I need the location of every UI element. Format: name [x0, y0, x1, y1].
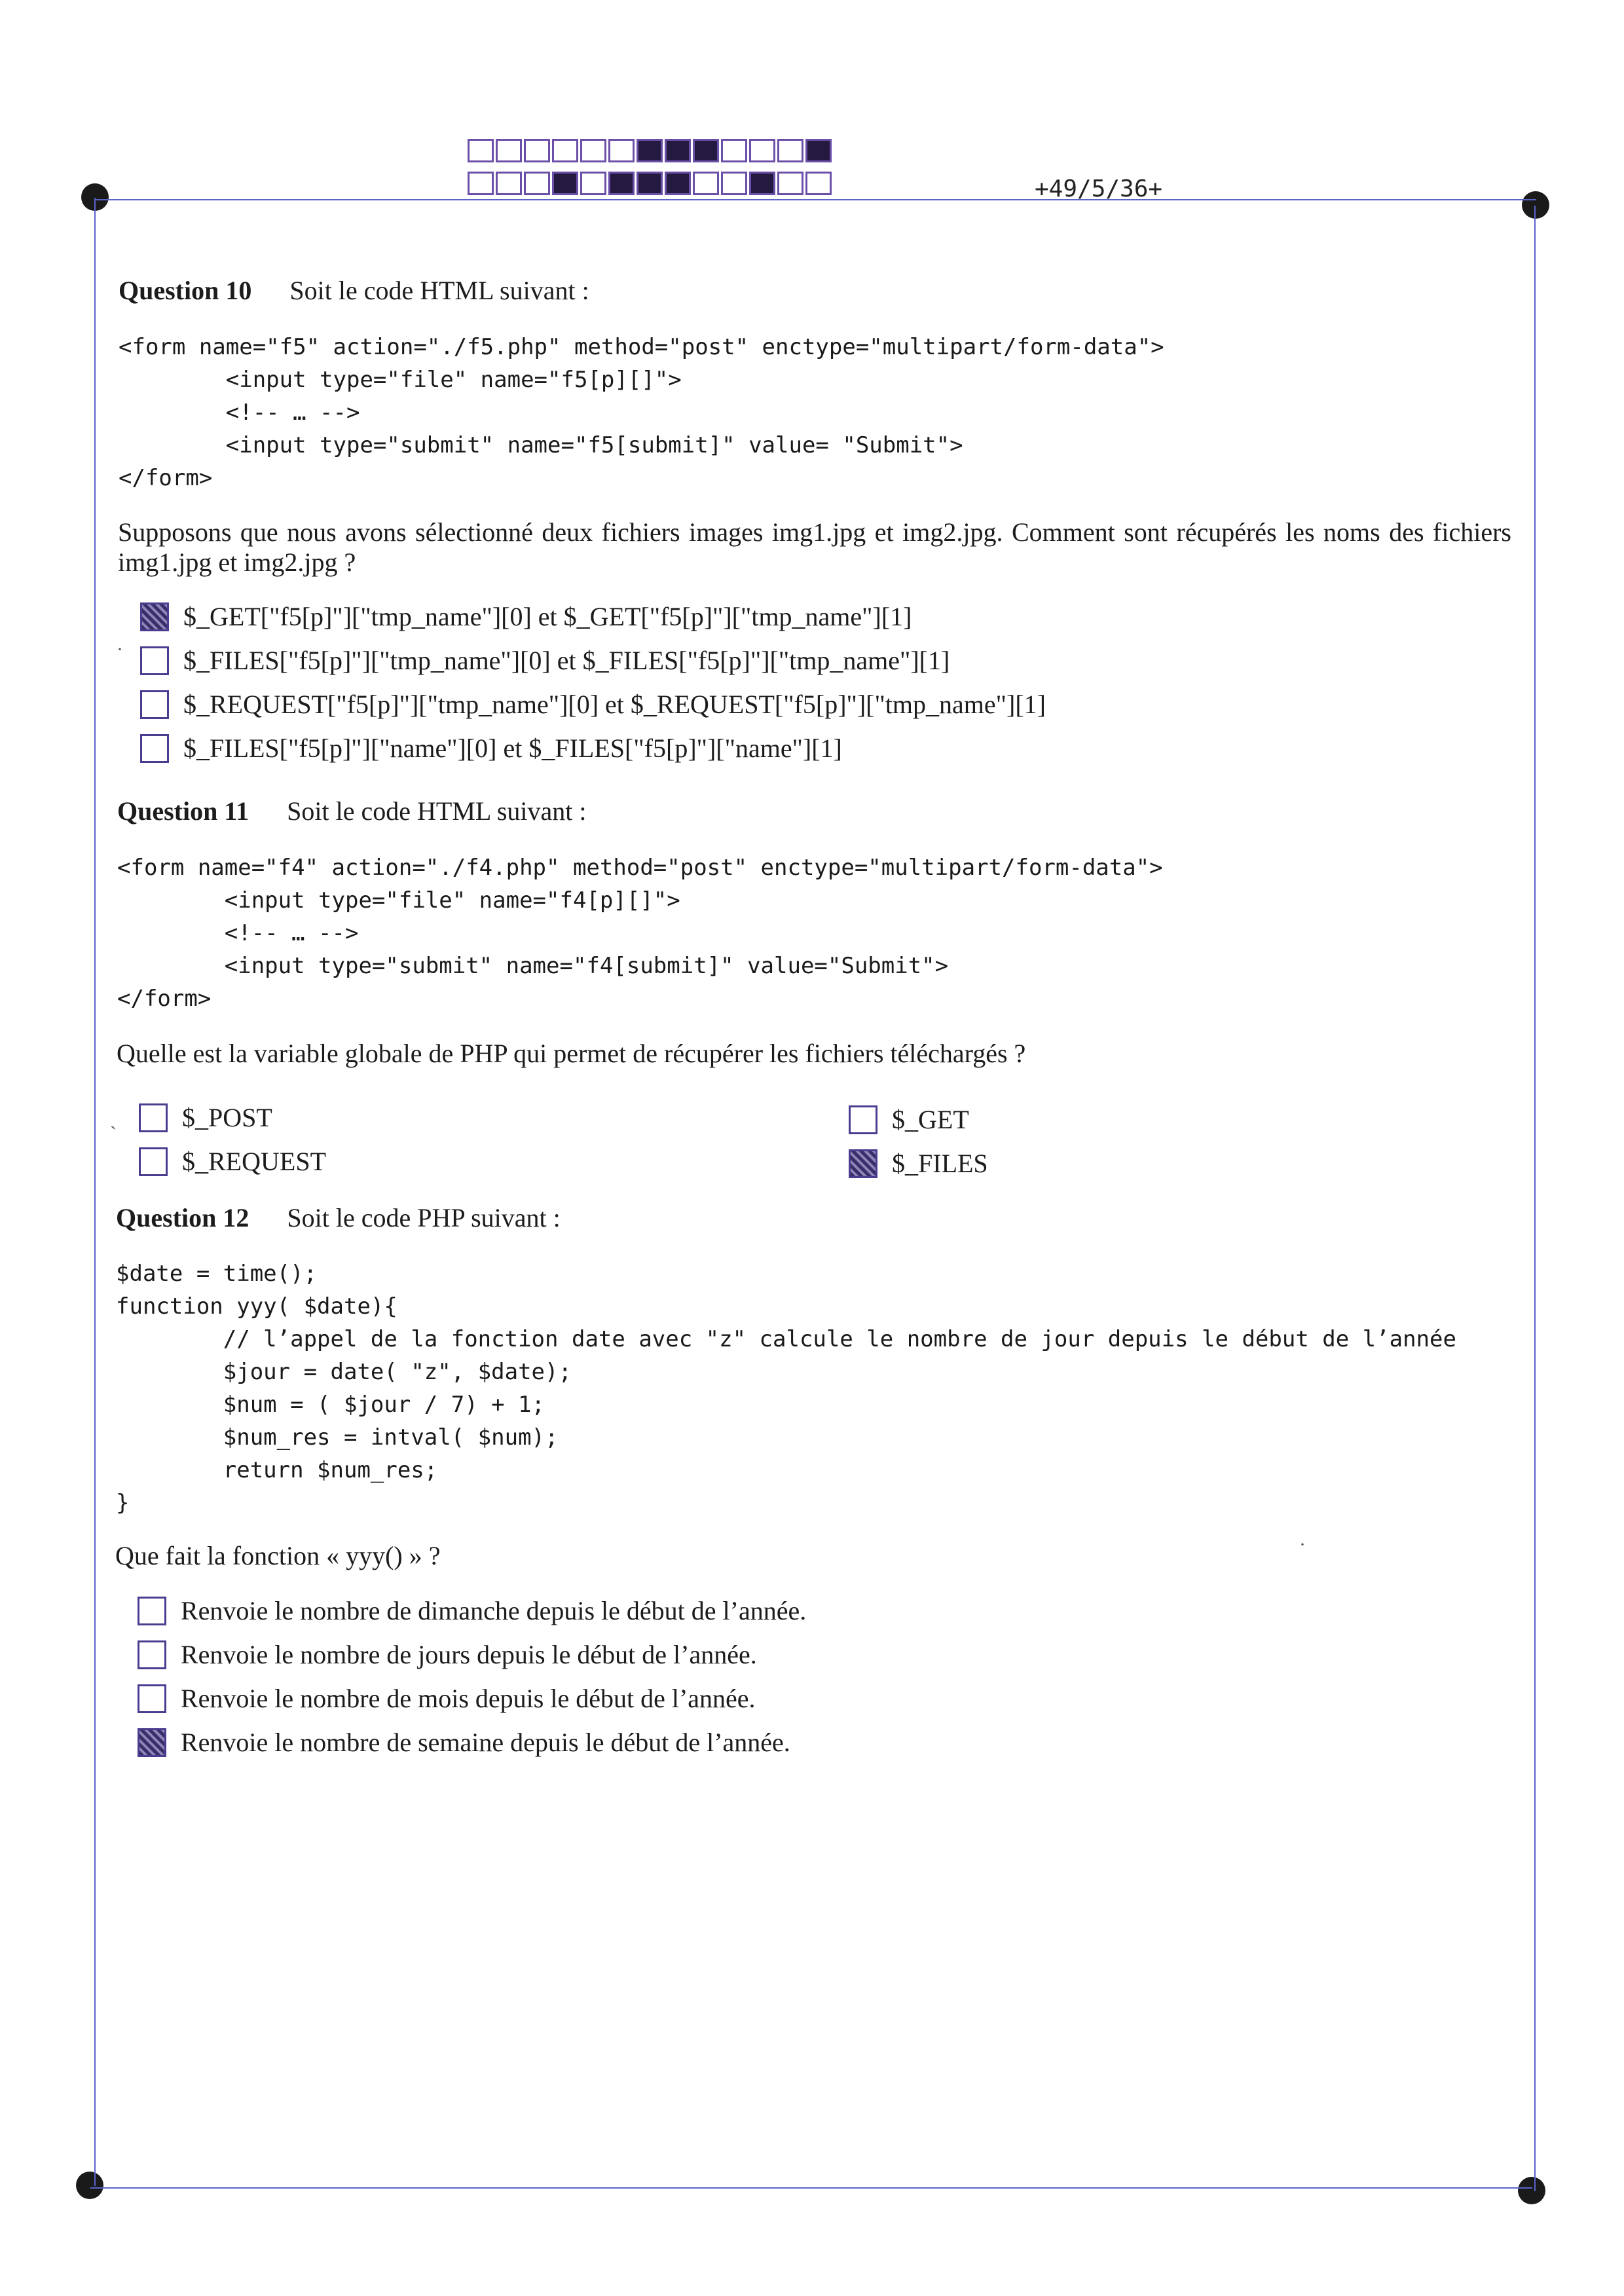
code-box — [580, 172, 606, 195]
q11-checkbox-request[interactable] — [139, 1147, 168, 1176]
code-box — [665, 172, 691, 195]
q12-option-3[interactable] — [138, 1683, 756, 1714]
code-box — [637, 172, 663, 195]
q12-option-1[interactable] — [138, 1595, 806, 1626]
corner-marker-bottom-right — [1518, 2177, 1545, 2204]
question-11-code: <form name="f4" action="./f4.php" method="post" enctype="multipart/form-data"> <input type="file" name="f4[p][]"> <!-- … --> <input type="submit" name="f4[submit]" value="Submit"> </form> — [117, 855, 1163, 1012]
question-intro: Soit le code PHP suivant : — [287, 1203, 561, 1232]
code-box — [721, 172, 747, 195]
option-label: $_FILES["f5[p]"]["tmp_name"][0] et $_FILES["f5[p]"]["tmp_name"][1] — [183, 646, 950, 675]
code-box — [805, 172, 832, 195]
question-10-header — [119, 275, 589, 306]
option-label: $_GET["f5[p]"]["tmp_name"][0] et $_GET["f5[p]"]["tmp_name"][1] — [183, 602, 912, 631]
q12-checkbox-3[interactable] — [138, 1684, 166, 1713]
question-intro: Soit le code HTML suivant : — [287, 796, 587, 826]
q10-checkbox-4[interactable] — [140, 734, 169, 763]
question-intro: Soit le code HTML suivant : — [289, 276, 589, 305]
option-label: Renvoie le nombre de dimanche depuis le début de l’année. — [181, 1596, 807, 1625]
code-box — [693, 139, 719, 162]
code-box — [777, 139, 803, 162]
option-label: Renvoie le nombre de mois depuis le début de l’année. — [181, 1684, 756, 1713]
option-label: $_GET — [892, 1105, 969, 1134]
code-box — [749, 139, 775, 162]
code-box — [580, 139, 606, 162]
question-11-header — [117, 796, 587, 826]
frame-bottom — [90, 2187, 1532, 2189]
q11-option-get[interactable] — [849, 1104, 969, 1135]
q10-option-1[interactable] — [140, 601, 912, 632]
corner-marker-top-right — [1522, 191, 1549, 219]
corner-marker-bottom-left — [76, 2172, 103, 2199]
page-id: +49/5/36+ — [1035, 176, 1163, 202]
code-box — [608, 172, 635, 195]
code-box — [608, 139, 635, 162]
code-box — [693, 172, 719, 195]
q12-checkbox-4-checked[interactable] — [138, 1728, 166, 1757]
option-label: $_FILES — [892, 1149, 988, 1178]
option-label: $_POST — [182, 1103, 272, 1132]
q12-checkbox-2[interactable] — [138, 1640, 166, 1669]
question-10-text: Supposons que nous avons sélectionné deux fichiers images img1.jpg et img2.jpg. Comment sont récupérés les noms des fichiers img1.jpg et img2.jpg ? — [118, 517, 1511, 577]
stray-mark: · — [1299, 1534, 1306, 1555]
q10-option-3[interactable] — [140, 689, 1046, 720]
question-10-code: <form name="f5" action="./f5.php" method="post" enctype="multipart/form-data"> <input type="file" name="f5[p][]"> <!-- … --> <input type="submit" name="f5[submit]" value= "Submit"> </form> — [119, 334, 1164, 491]
option-label: Renvoie le nombre de jours depuis le début de l’année. — [181, 1640, 757, 1669]
stray-mark: · — [117, 639, 123, 660]
question-label: Question 10 — [119, 276, 252, 305]
code-box — [468, 172, 494, 195]
q11-option-files[interactable] — [849, 1148, 988, 1179]
code-box — [468, 139, 494, 162]
stray-mark: ˎ — [110, 1108, 117, 1130]
frame-right — [1534, 206, 1536, 2191]
q12-checkbox-1[interactable] — [138, 1597, 166, 1625]
q11-checkbox-post[interactable] — [139, 1103, 168, 1132]
code-box — [721, 139, 747, 162]
code-box — [777, 172, 803, 195]
option-label: Renvoie le nombre de semaine depuis le début de l’année. — [181, 1728, 790, 1757]
question-label: Question 11 — [117, 796, 249, 826]
code-box — [524, 139, 550, 162]
q11-checkbox-get[interactable] — [849, 1105, 877, 1134]
q11-option-request[interactable] — [139, 1146, 326, 1177]
code-box — [552, 172, 578, 195]
page-code-row-1 — [468, 139, 834, 162]
page-code-row-2 — [468, 172, 834, 195]
q10-checkbox-1-checked[interactable] — [140, 602, 169, 631]
code-box — [496, 139, 522, 162]
question-12-text: Que fait la fonction « yyy() » ? — [115, 1541, 441, 1570]
option-label: $_REQUEST["f5[p]"]["tmp_name"][0] et $_REQUEST["f5[p]"]["tmp_name"][1] — [183, 690, 1046, 719]
option-label: $_FILES["f5[p]"]["name"][0] et $_FILES["f5[p]"]["name"][1] — [183, 733, 842, 763]
q10-option-4[interactable] — [140, 733, 842, 764]
q10-checkbox-2[interactable] — [140, 646, 169, 675]
code-box — [665, 139, 691, 162]
frame-top — [96, 199, 1536, 200]
code-box — [524, 172, 550, 195]
q10-checkbox-3[interactable] — [140, 690, 169, 719]
frame-left — [94, 198, 96, 2186]
question-12-code: $date = time(); function yyy( $date){ // l’appel de la fonction date avec "z" calcule le nombre de jour depuis le début de l’année $jour = date( "z", $date); $num = ( $jour / 7) + 1; $num_res = intval( $num); return $num_res; } — [116, 1261, 1456, 1516]
q11-option-post[interactable] — [139, 1102, 272, 1133]
code-box — [496, 172, 522, 195]
code-box — [552, 139, 578, 162]
option-label: $_REQUEST — [182, 1147, 326, 1176]
code-box — [637, 139, 663, 162]
question-label: Question 12 — [116, 1203, 249, 1232]
q11-checkbox-files-checked[interactable] — [849, 1149, 877, 1178]
q10-option-2[interactable] — [140, 645, 950, 676]
q12-option-2[interactable] — [138, 1639, 757, 1670]
question-12-header — [116, 1202, 561, 1233]
q12-option-4[interactable] — [138, 1727, 790, 1758]
code-box — [749, 172, 775, 195]
question-11-text: Quelle est la variable globale de PHP qui permet de récupérer les fichiers téléchargés ? — [117, 1039, 1026, 1068]
code-box — [805, 139, 832, 162]
